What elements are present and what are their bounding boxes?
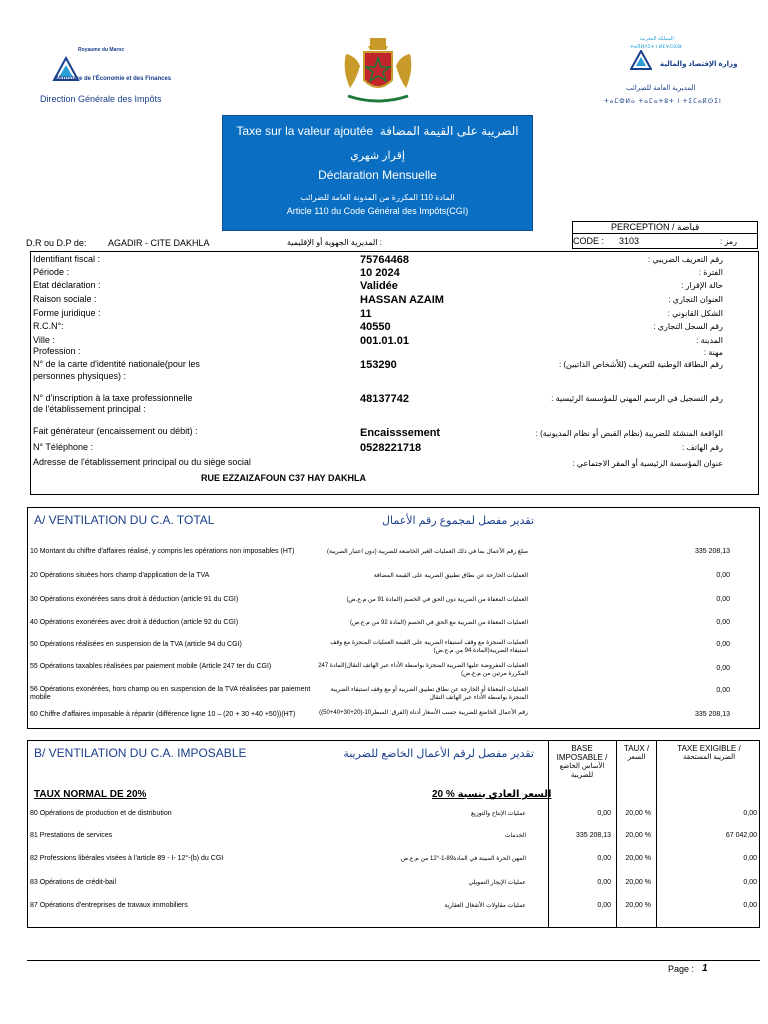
section-a-row-label-ar: العمليات المفروضة عليها الضريبة المنجزة بواسطة الأداء عبر الهاتف النقال(المادة 247 المكررة مرتين من م.ع.ض) [318,663,528,677]
company-name-value: HASSAN AZAIM [360,294,444,306]
city-label-ar: المدينة : [696,336,723,345]
section-a-row-value: 0,00 [716,619,730,626]
section-a-row-label: 20 Opérations situées hors champ d'application de la TVA [30,572,210,579]
section-a-row-value: 335 208,13 [694,548,730,555]
section-b-row-label: 87 Opérations d'entreprises de travaux immobiliers [30,902,188,909]
title-tva-ar: الضريبة على القيمة المضافة [379,124,519,138]
section-b-row-tax: 0,00 [743,810,757,817]
phone-value: 0528221718 [360,442,422,454]
section-b-title: B/ VENTILATION DU C.A. IMPOSABLE [34,746,247,760]
rc-label: R.C.N°: [33,321,64,331]
title-article-ar: المادة 110 المكررة من المدونة العامة للضرائب [300,193,455,202]
city-value: 001.01.01 [360,335,409,347]
company-name-label-ar: العنوان التجاري : [668,295,723,304]
company-name-label: Raison sociale : [33,294,97,304]
section-a-row-label: 50 Opérations réalisées en suspension de la TVA (article 94 du CGI) [30,641,242,648]
right-dgi-tifinagh: ⵜⴰⵎⵀⵍⴰ ⵜⴰⵎⴰⵜⵓⵜ ⵏ ⵜⵉⵎⴰⴽⵙⵉⵏ [604,99,722,105]
rc-value: 40550 [360,321,391,333]
section-b-row-tax: 0,00 [743,879,757,886]
legal-form-label-ar: الشكل القانوني : [667,309,723,318]
status-label: Etat déclaration : [33,280,101,290]
period-label-ar: الفترة : [698,268,723,277]
fiscal-id-value: 75764468 [360,254,409,266]
column-header-rate-ar: السعر [627,754,646,761]
column-header-rate [617,744,656,762]
column-header-tax-ar: الضريبة المستحقة [682,754,736,761]
ministry-emblem-icon [630,50,652,72]
section-a-row-value: 0,00 [716,572,730,579]
section-a-title: A/ VENTILATION DU C.A. TOTAL [34,513,215,527]
column-header-base-ar: الأساس الخاضع للضريبة [559,763,605,779]
perception-box [572,221,758,249]
cin-label-line1: N° de la carte d'identité nationale(pour les [33,359,200,369]
page-label: Page : [668,964,695,974]
generating-event-value: Encaisssement [360,427,441,439]
declaration-title-box [222,115,533,231]
column-header-rate-fr: TAUX / [623,744,650,753]
cin-label-line2: personnes physiques) : [33,371,127,381]
period-value: 10 2024 [360,267,400,279]
title-article-fr: Article 110 du Code Général des Impôts(CGI) [286,206,469,216]
section-b-row-base: 0,00 [597,855,611,862]
perception-label: PERCEPTION / قباضة [611,222,700,232]
section-b-row-label-ar: المهن الحرة المبينة في المادة89-1-°12 من م.ع.ض [400,856,526,862]
coat-of-arms-icon [340,36,416,108]
drdp-value: AGADIR - CITE DAKHLA [108,238,210,248]
legal-form-label: Forme juridique : [33,308,101,318]
code-value: 3103 [619,236,640,246]
address-label: Adresse de l'établissement principal ou du siège social [33,457,251,467]
section-a-row-value: 0,00 [716,687,730,694]
right-kingdom-tifinagh: ⵜⴰⴳⵍⴷⵉⵜ ⵏ ⵍⵎⵖⵔⵉⴱ [630,44,682,50]
section-b-row-base: 0,00 [597,902,611,909]
right-dgi-ar: المديرية العامة للضرائب [626,85,696,92]
section-a-row-label: 60 Chiffre d'affaires imposable à répartir (différence ligne 10 – (20 + 30 +40 +50))(HT) [30,711,296,718]
title-monthly-fr: Déclaration Mensuelle [318,168,437,182]
status-label-ar: حالة الإقرار : [681,281,723,290]
section-b-row-label-ar: الخدمات [504,833,526,839]
code-label-ar: : رمز [719,237,737,246]
page-number: 1 [702,963,708,974]
kingdom-label: Royaume du Maroc [78,47,125,53]
dgi-label: Direction Générale des Impôts [40,94,162,104]
section-a-row-label: 55 Opérations taxables réalisées par paiement mobile (Article 247 ter du CGI) [30,663,272,670]
title-line-1 [223,124,532,138]
generating-event-label-ar: الواقعة المنشئة للضريبة (نظام القبض أو نظام المديونية) : [535,429,723,438]
right-kingdom-ar: المملكة المغربية [640,36,674,42]
normal-rate-title-ar: السعر العادي بنسبة % 20 [432,789,552,800]
status-value: Validée [360,280,398,292]
section-a-row-value: 0,00 [716,596,730,603]
drdp-label-ar: : المديرية الجهوية أو الإقليمية [287,238,382,247]
tp-label-ar: رقم التسجيل في الرسم المهني للمؤسسة الرئيسية : [551,394,723,403]
title-tva-fr: Taxe sur la valeur ajoutée [236,124,374,138]
tp-label-line1: N° d'inscription à la taxe professionnelle [33,393,193,403]
phone-label-ar: رقم الهاتف : [682,443,723,452]
period-label: Période : [33,267,70,277]
section-b-row-rate: 20,00 % [625,855,651,862]
section-b-row-rate: 20,00 % [625,832,651,839]
ministry-label: Ministère de l'Économie et des Finances [56,76,172,82]
section-a-row-label-ar: العمليات المعفاة من الضريبة مع الحق في الخصم (المادة 92 من م.ع.ض) [350,620,528,626]
section-b-title-ar: تقدير مفصل لرقم الأعمال الخاضع للضريبة [343,748,534,760]
ministry-logo-right [596,36,766,108]
section-b-row-label-ar: عمليات مقاولات الأشغال العقارية [444,903,526,909]
title-monthly-ar: إقرار شهري [350,150,405,162]
city-label: Ville : [33,335,55,345]
section-a-row-value: 335 208,13 [694,711,730,718]
column-header-tax-fr: TAXE EXIGIBLE / [677,744,741,753]
right-ministry-ar: وزارة الإقتصاد والمالية [660,61,738,68]
section-a-row-label-ar: العمليات المعفاة من الضريبة دون الحق في الخصم (المادة 91 من م.ع.ض) [346,597,528,603]
section-b-row-tax: 0,00 [743,902,757,909]
section-b-row-label-ar: عمليات الإيجار التمويلي [468,880,526,886]
section-a-row-label: 56 Opérations exonérées, hors champ ou en suspension de la TVA réalisées par paiement mobile [30,686,311,701]
profession-label-ar: مهنة : [703,348,723,357]
section-b-row-base: 0,00 [597,879,611,886]
section-a-row-label: 40 Opérations exonérées avec droit à déduction (article 92 du CGI) [30,619,239,626]
profession-label: Profession : [33,346,81,356]
section-a-row-label: 10 Montant du chiffre d'affaires réalisé, y compris les opérations non imposables (HT) [30,548,295,555]
section-b-row-label-ar: عمليات الإنتاج والتوزيع [471,811,526,817]
section-b-row-tax: 0,00 [743,855,757,862]
section-b-row-rate: 20,00 % [625,902,651,909]
section-b-row-label: 81 Prestations de services [30,832,113,839]
section-b-row-rate: 20,00 % [625,879,651,886]
normal-rate-title: TAUX NORMAL DE 20% [34,789,147,800]
section-b-row-label: 80 Opérations de production et de distribution [30,810,172,817]
identification-box [30,251,759,495]
footer-divider [27,960,760,961]
rc-label-ar: رقم السجل التجاري : [653,322,723,331]
cin-label-ar: رقم البطاقة الوطنية للتعريف (للأشخاص الذاتيين) : [558,360,723,369]
generating-event-label: Fait générateur (encaissement ou débit) : [33,426,198,436]
section-a-box [27,507,760,729]
section-b-row-base: 0,00 [597,810,611,817]
section-b-row-label: 82 Professions libérales visées à l'article 89 - I- 12°-(b) du CGI [30,855,224,862]
section-a-row-label-ar: مبلغ رقم الأعمال بما في ذلك العمليات الغير الخاضعة للضريبة (دون اعتبار الضريبة) [326,549,528,555]
section-b-row-base: 335 208,13 [575,832,611,839]
tp-label-line2: de l'établissement principal : [33,404,146,414]
tp-value: 48137742 [360,393,409,405]
drdp-label: D.R ou D.P de: [26,238,87,248]
legal-form-value: 11 [360,308,372,320]
section-b-row-rate: 20,00 % [625,810,651,817]
section-a-row-label-ar: العمليات الخارجة عن نطاق تطبيق الضريبة على القيمة المضافة [373,573,528,579]
column-header-base-fr: BASE IMPOSABLE / [556,744,608,762]
section-b-row-label: 83 Opérations de crédit-bail [30,879,116,886]
section-b-row-tax: 67 042,00 [725,832,757,839]
phone-label: N° Téléphone : [33,442,93,452]
address-label-ar: عنوان المؤسسة الرئيسية أو المقر الاجتماعي : [572,459,723,468]
section-a-row-label-ar: رقم الأعمال الخاضع للضريبة حسب الأسعار أدناه (الفرق: السطر10-(20+30+40+50)) [319,710,528,716]
fiscal-id-label-ar: رقم التعريف الضريبي : [647,255,723,264]
section-a-row-label-ar: العمليات المعفاة أو الخارجة عن نطاق تطبيق الضريبة أو مع وقف استيفاء الضريبة المنجزة بواسطة الأداء عبر الهاتف النقال [330,687,528,701]
section-a-row-label-ar: العمليات المنجزة مع وقف استيفاء الضريبة على القيمة العمليات المنجزة مع وقف استيفاء الضريبة(المادة 94 من م.ع.ض) [330,640,528,654]
code-label: CODE : [573,236,605,246]
section-a-row-value: 0,00 [716,641,730,648]
fiscal-id-label: Identifiant fiscal : [33,254,101,264]
section-a-row-label: 30 Opérations exonérées sans droit à déduction (article 91 du CGI) [30,596,239,603]
dgi-logo-left [38,42,198,108]
address-value: RUE EZZAIZAFOUN C37 HAY DAKHLA [201,473,367,483]
section-b-box [27,740,760,928]
section-a-title-ar: تقدير مفصل لمجموع رقم الأعمال [382,515,534,527]
column-header-tax [657,744,761,762]
section-a-row-value: 0,00 [716,665,730,672]
cin-value: 153290 [360,359,397,371]
column-header-base [549,744,615,780]
